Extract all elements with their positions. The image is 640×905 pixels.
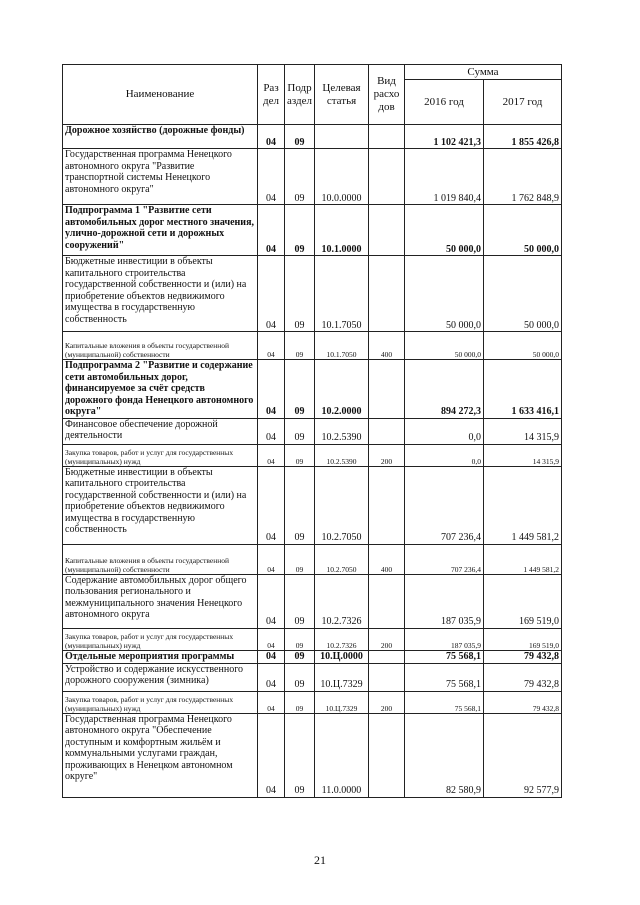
- row-podrazdel: 09: [285, 713, 315, 797]
- row-razdel: 04: [258, 628, 285, 650]
- table-row: [63, 444, 562, 466]
- row-razdel: 04: [258, 149, 285, 205]
- row-sum-2017: 169 519,0: [484, 628, 562, 650]
- header-sum: Сумма: [405, 65, 562, 80]
- row-razdel: 04: [258, 574, 285, 628]
- row-target: 10.2.7050: [315, 544, 369, 574]
- row-name: Государственная программа Ненецкого автономного округа "Обеспечение доступным и комфортным жильём и коммунальными услугами граждан, проживающих в Ненецком автономном округе": [63, 713, 258, 797]
- row-name: Капитальные вложения в объекты государственной (муниципальной) собственности: [63, 332, 258, 360]
- row-target: 10.2.7326: [315, 628, 369, 650]
- row-vid: [369, 713, 405, 797]
- row-vid: 400: [369, 544, 405, 574]
- row-vid: [369, 125, 405, 149]
- row-vid: 400: [369, 332, 405, 360]
- row-sum-2017: 14 315,9: [484, 418, 562, 444]
- table-row: [63, 149, 562, 205]
- row-target: 10.Ц.7329: [315, 663, 369, 691]
- row-sum-2016: 0,0: [405, 418, 484, 444]
- row-sum-2016: 1 102 421,3: [405, 125, 484, 149]
- row-sum-2017: 1 633 416,1: [484, 360, 562, 419]
- row-podrazdel: 09: [285, 149, 315, 205]
- row-podrazdel: 09: [285, 574, 315, 628]
- row-sum-2016: 75 568,1: [405, 663, 484, 691]
- table-row: [63, 360, 562, 419]
- row-razdel: 04: [258, 713, 285, 797]
- row-target: 10.0.0000: [315, 149, 369, 205]
- table-row: [63, 332, 562, 360]
- row-vid: 200: [369, 691, 405, 713]
- table-row: [63, 663, 562, 691]
- table-row: [63, 574, 562, 628]
- row-sum-2016: 50 000,0: [405, 256, 484, 332]
- row-sum-2017: 14 315,9: [484, 444, 562, 466]
- row-sum-2016: 50 000,0: [405, 332, 484, 360]
- header-vid: Вид расхо дов: [369, 65, 405, 125]
- row-vid: 200: [369, 444, 405, 466]
- row-sum-2017: 50 000,0: [484, 256, 562, 332]
- row-sum-2017: 79 432,8: [484, 691, 562, 713]
- row-name: Финансовое обеспечение дорожной деятельности: [63, 418, 258, 444]
- row-razdel: 04: [258, 691, 285, 713]
- row-razdel: 04: [258, 360, 285, 419]
- row-podrazdel: 09: [285, 691, 315, 713]
- row-name: Отдельные мероприятия программы: [63, 650, 258, 663]
- row-target: 10.1.7050: [315, 332, 369, 360]
- table-header: [63, 65, 562, 125]
- row-target: 10.1.7050: [315, 256, 369, 332]
- row-name: Дорожное хозяйство (дорожные фонды): [63, 125, 258, 149]
- row-sum-2017: 79 432,8: [484, 650, 562, 663]
- row-vid: [369, 360, 405, 419]
- row-sum-2016: 50 000,0: [405, 205, 484, 256]
- row-target: 10.2.5390: [315, 418, 369, 444]
- table-body: [63, 125, 562, 798]
- row-sum-2017: 1 762 848,9: [484, 149, 562, 205]
- row-name: Капитальные вложения в объекты государственной (муниципальной) собственности: [63, 544, 258, 574]
- row-vid: [369, 650, 405, 663]
- row-sum-2017: 1 449 581,2: [484, 544, 562, 574]
- row-name: Подпрограмма 1 "Развитие сети автомобильных дорог местного значения, улично-дорожной сети и дорожных сооружений": [63, 205, 258, 256]
- row-target: 10.2.0000: [315, 360, 369, 419]
- row-podrazdel: 09: [285, 205, 315, 256]
- row-podrazdel: 09: [285, 444, 315, 466]
- row-podrazdel: 09: [285, 628, 315, 650]
- row-sum-2017: 79 432,8: [484, 663, 562, 691]
- table-row: [63, 466, 562, 544]
- row-vid: [369, 574, 405, 628]
- table-row: [63, 713, 562, 797]
- row-target: 10.2.7050: [315, 466, 369, 544]
- row-name: Закупка товаров, работ и услуг для государственных (муниципальных) нужд: [63, 628, 258, 650]
- row-target: 10.2.5390: [315, 444, 369, 466]
- row-target: 10.Ц.7329: [315, 691, 369, 713]
- row-name: Бюджетные инвестиции в объекты капитального строительства государственной собственности и (или) на приобретение объектов недвижимого имущества в государственную собственность: [63, 466, 258, 544]
- table-row: [63, 418, 562, 444]
- row-podrazdel: 09: [285, 544, 315, 574]
- row-sum-2016: 707 236,4: [405, 544, 484, 574]
- row-sum-2016: 1 019 840,4: [405, 149, 484, 205]
- row-target: 10.Ц.0000: [315, 650, 369, 663]
- row-sum-2016: 707 236,4: [405, 466, 484, 544]
- header-year-2017: 2017 год: [484, 80, 562, 125]
- row-target: 11.0.0000: [315, 713, 369, 797]
- header-razdel: Раз дел: [258, 65, 285, 125]
- row-razdel: 04: [258, 444, 285, 466]
- header-name: Наименование: [63, 65, 258, 125]
- row-target: 10.1.0000: [315, 205, 369, 256]
- row-vid: 200: [369, 628, 405, 650]
- table-row: [63, 256, 562, 332]
- row-vid: [369, 149, 405, 205]
- table-row: [63, 628, 562, 650]
- row-name: Закупка товаров, работ и услуг для государственных (муниципальных) нужд: [63, 444, 258, 466]
- row-sum-2016: 187 035,9: [405, 628, 484, 650]
- row-podrazdel: 09: [285, 650, 315, 663]
- row-name: Содержание автомобильных дорог общего пользования регионального и межмуниципального значения Ненецкого автономного округа: [63, 574, 258, 628]
- row-sum-2016: 0,0: [405, 444, 484, 466]
- row-vid: [369, 418, 405, 444]
- row-target: [315, 125, 369, 149]
- row-sum-2016: 187 035,9: [405, 574, 484, 628]
- header-podrazdel: Подр аздел: [285, 65, 315, 125]
- row-razdel: 04: [258, 466, 285, 544]
- row-vid: [369, 663, 405, 691]
- row-name: Бюджетные инвестиции в объекты капитального строительства государственной собственности и (или) на приобретение объектов недвижимого имущества в государственную собственность: [63, 256, 258, 332]
- row-podrazdel: 09: [285, 256, 315, 332]
- row-razdel: 04: [258, 418, 285, 444]
- row-sum-2017: 50 000,0: [484, 332, 562, 360]
- row-razdel: 04: [258, 205, 285, 256]
- row-podrazdel: 09: [285, 125, 315, 149]
- row-razdel: 04: [258, 650, 285, 663]
- table-row: [63, 205, 562, 256]
- row-sum-2016: 82 580,9: [405, 713, 484, 797]
- page-number: 21: [314, 853, 326, 867]
- header-target: Целевая статья: [315, 65, 369, 125]
- row-vid: [369, 466, 405, 544]
- row-sum-2017: 169 519,0: [484, 574, 562, 628]
- table-row: [63, 691, 562, 713]
- row-name: Устройство и содержание искусственного дорожного сооружения (зимника): [63, 663, 258, 691]
- row-sum-2017: 1 855 426,8: [484, 125, 562, 149]
- row-podrazdel: 09: [285, 466, 315, 544]
- row-razdel: 04: [258, 663, 285, 691]
- row-name: Подпрограмма 2 "Развитие и содержание сети автомобильных дорог, финансируемое за счёт средств дорожного фонда Ненецкого автономного округа": [63, 360, 258, 419]
- row-razdel: 04: [258, 256, 285, 332]
- row-sum-2016: 75 568,1: [405, 650, 484, 663]
- table-row: [63, 544, 562, 574]
- row-podrazdel: 09: [285, 332, 315, 360]
- row-vid: [369, 205, 405, 256]
- row-podrazdel: 09: [285, 418, 315, 444]
- header-year-2016: 2016 год: [405, 80, 484, 125]
- row-sum-2017: 92 577,9: [484, 713, 562, 797]
- row-vid: [369, 256, 405, 332]
- row-sum-2016: 894 272,3: [405, 360, 484, 419]
- row-sum-2016: 75 568,1: [405, 691, 484, 713]
- row-name: Закупка товаров, работ и услуг для государственных (муниципальных) нужд: [63, 691, 258, 713]
- row-name: Государственная программа Ненецкого автономного округа "Развитие транспортной системы Ненецкого автономного округа": [63, 149, 258, 205]
- row-target: 10.2.7326: [315, 574, 369, 628]
- row-sum-2017: 50 000,0: [484, 205, 562, 256]
- row-podrazdel: 09: [285, 663, 315, 691]
- row-podrazdel: 09: [285, 360, 315, 419]
- row-sum-2017: 1 449 581,2: [484, 466, 562, 544]
- table-row: [63, 125, 562, 149]
- row-razdel: 04: [258, 544, 285, 574]
- table-row: [63, 650, 562, 663]
- row-razdel: 04: [258, 125, 285, 149]
- budget-table: [62, 64, 562, 798]
- row-razdel: 04: [258, 332, 285, 360]
